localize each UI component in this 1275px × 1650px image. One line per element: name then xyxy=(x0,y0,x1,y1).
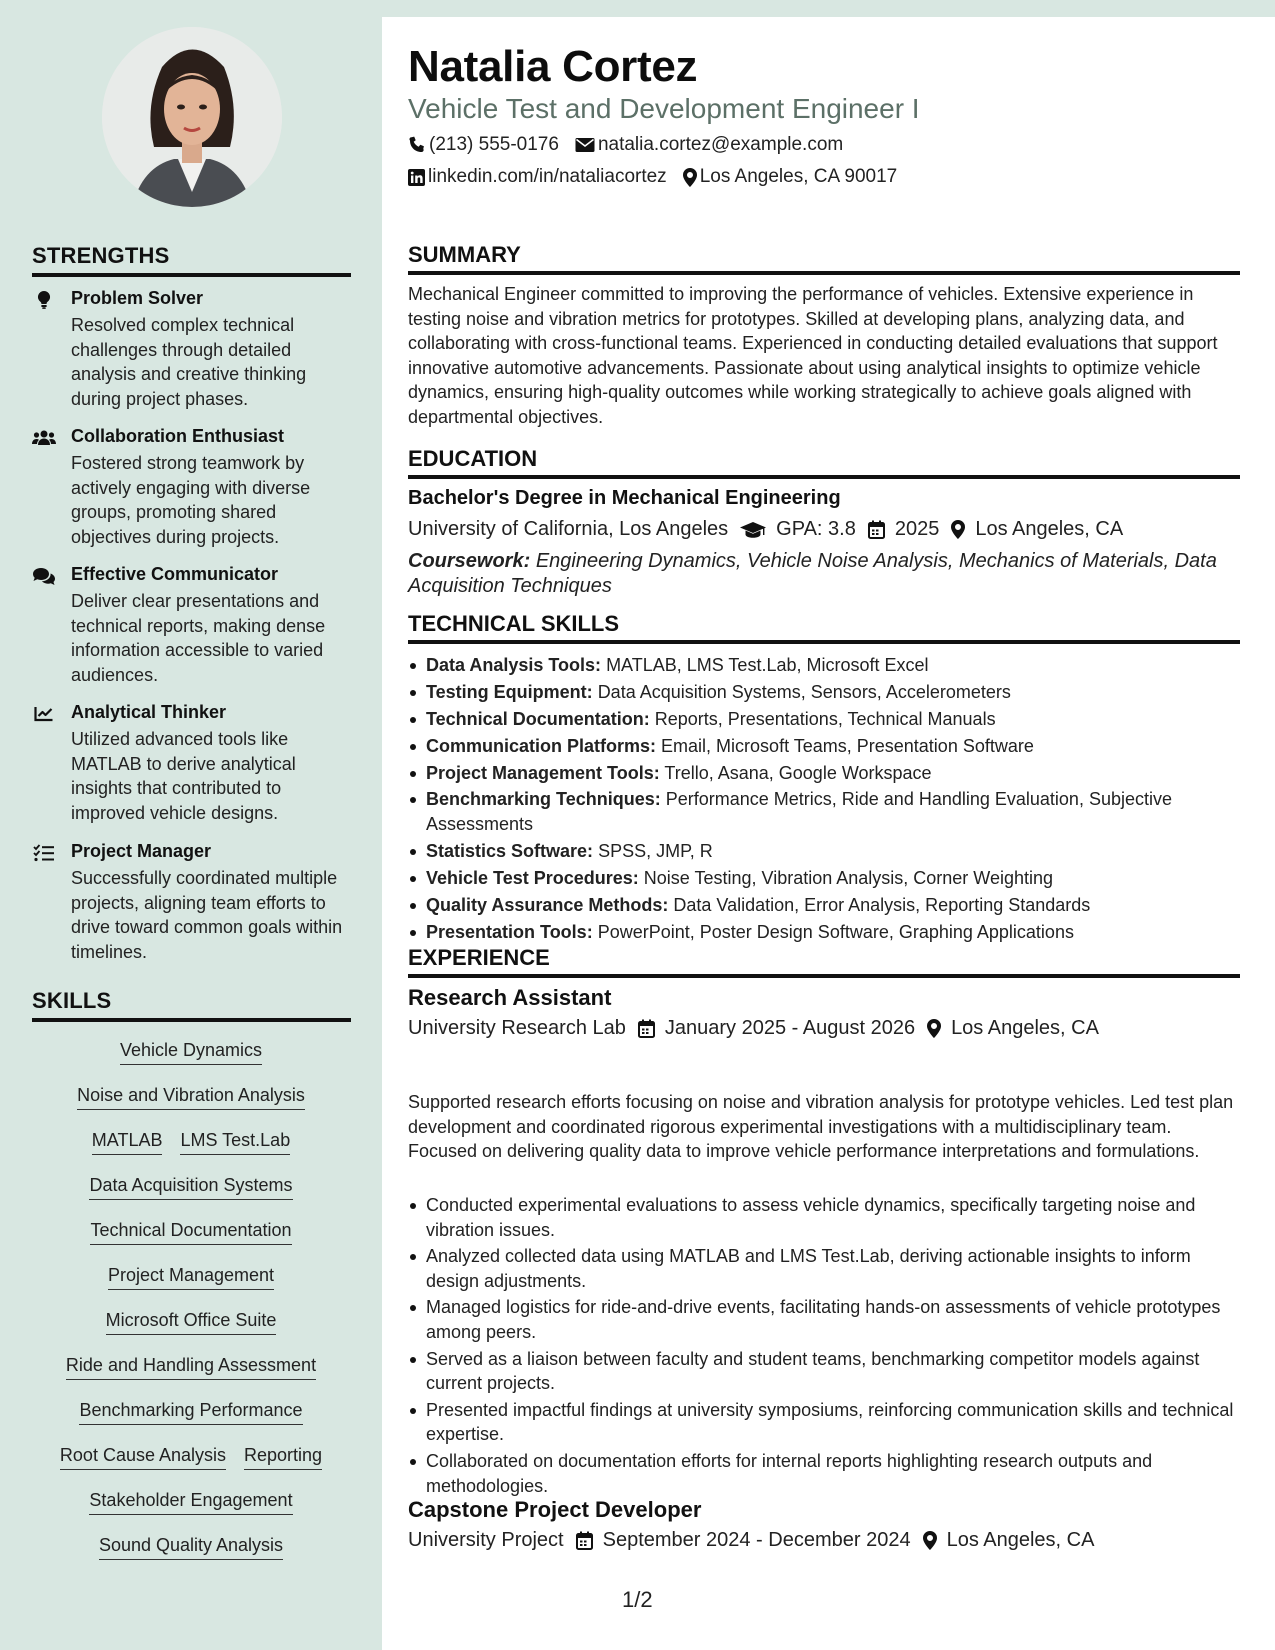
skill-chip: Benchmarking Performance xyxy=(79,1397,302,1425)
sidebar xyxy=(0,0,382,1650)
strength-title: Project Manager xyxy=(71,841,212,861)
experience-heading: EXPERIENCE xyxy=(408,945,1240,978)
list-check-icon xyxy=(32,843,56,863)
map-marker-icon xyxy=(683,168,697,187)
list-item xyxy=(408,893,1240,918)
job-meta xyxy=(408,1017,1099,1040)
skill-chip: Technical Documentation xyxy=(90,1217,291,1245)
job-role: Vehicle Test and Development Engineer I xyxy=(408,93,920,124)
list-item xyxy=(408,734,1240,759)
education-location: Los Angeles, CA xyxy=(975,518,1124,540)
strength-title: Collaboration Enthusiast xyxy=(71,426,285,446)
job-title: Research Assistant xyxy=(408,985,612,1010)
list-item xyxy=(408,707,1240,732)
gpa: GPA: 3.8 xyxy=(776,518,856,540)
list-item xyxy=(408,653,1240,678)
education-heading: EDUCATION xyxy=(408,446,1240,479)
calendar-icon xyxy=(576,1531,593,1550)
list-item xyxy=(408,839,1240,864)
skill-category: Vehicle Test Procedures: xyxy=(426,867,639,888)
skill-values: SPSS, JMP, R xyxy=(598,840,713,861)
skill-chip: Noise and Vibration Analysis xyxy=(77,1082,305,1110)
skill-chip: Project Management xyxy=(108,1262,274,1290)
calendar-icon xyxy=(638,1019,655,1038)
chart-line-icon xyxy=(32,704,56,724)
skills-heading: SKILLS xyxy=(32,988,351,1022)
job-bullets xyxy=(408,1193,1240,1500)
strength-description: Deliver clear presentations and technical reports, making dense information accessible to varied audiences. xyxy=(71,591,326,685)
location: Los Angeles, CA 90017 xyxy=(699,166,898,187)
job-dates: September 2024 - December 2024 xyxy=(602,1529,911,1551)
skill-values: Performance Metrics, Ride and Handling Evaluation, Subjective Assessments xyxy=(426,789,1172,835)
skill-values: PowerPoint, Poster Design Software, Graphing Applications xyxy=(597,921,1074,942)
skill-values: MATLAB, LMS Test.Lab, Microsoft Excel xyxy=(606,655,929,675)
skill-category: Testing Equipment: xyxy=(426,681,593,702)
strength-description: Fostered strong teamwork by actively engaging with diverse groups, promoting shared objectives during projects. xyxy=(71,453,311,547)
coursework-label: Coursework: xyxy=(408,550,531,572)
job-organization: University Research Lab xyxy=(408,1017,626,1039)
strength-title: Problem Solver xyxy=(71,288,204,308)
summary-text: Mechanical Engineer committed to improving the performance of vehicles. Extensive experience in testing noise and vibration metrics for prototypes. Skilled at developing plans, analyzing data, and collaborating with cross-functional teams. Experienced in conducting detailed evaluations that support innovative automotive advancements. Passionate about using analytical insights to optimize vehicle dynamics, ensuring high-quality outcomes while working strategically to achieve goals aligned with departmental objectives. xyxy=(408,284,1218,427)
skill-chip: Data Acquisition Systems xyxy=(89,1172,292,1200)
job-summary: Supported research efforts focusing on noise and vibration analysis for prototype vehicles. Led test plan development and coordinated rigorous experimental investigations with a multidisciplinary team. Focused on delivering quality data to improve vehicle performance interpretations and formulations. xyxy=(408,1092,1234,1162)
skill-chip: Root Cause Analysis xyxy=(60,1442,226,1470)
email-link[interactable]: natalia.cortez@example.com xyxy=(597,134,844,155)
list-item xyxy=(408,866,1240,891)
skill-category: Data Analysis Tools: xyxy=(426,655,602,675)
linkedin-link[interactable]: linkedin.com/in/nataliacortez xyxy=(428,166,667,187)
coursework-text: Engineering Dynamics, Vehicle Noise Analysis, Mechanics of Materials, Data Acquisition Techniques xyxy=(408,550,1217,597)
job-location: Los Angeles, CA xyxy=(946,1529,1095,1551)
education-meta xyxy=(408,518,1123,541)
skill-category: Project Management Tools: xyxy=(426,762,660,783)
linkedin-icon xyxy=(408,169,425,186)
list-item: Managed logistics for ride-and-drive events, facilitating hands-on assessments of vehicle prototypes among peers. xyxy=(408,1295,1240,1344)
profile-photo xyxy=(102,27,282,207)
skill-chip: MATLAB xyxy=(92,1127,163,1155)
coursework xyxy=(408,549,1240,599)
job-location: Los Angeles, CA xyxy=(951,1017,1099,1039)
list-item: Analyzed collected data using MATLAB and LMS Test.Lab, deriving actionable insights to inform design adjustments. xyxy=(408,1244,1240,1293)
technical-skills-heading: TECHNICAL SKILLS xyxy=(408,611,1240,644)
strength-description: Utilized advanced tools like MATLAB to derive analytical insights that contributed to improved vehicle designs. xyxy=(71,729,296,823)
list-item: Collaborated on documentation efforts for internal reports highlighting research outputs and methodologies. xyxy=(408,1449,1240,1498)
main-content xyxy=(382,17,1275,1650)
skill-values: Data Acquisition Systems, Sensors, Accelerometers xyxy=(597,681,1011,702)
job-meta xyxy=(408,1529,1094,1552)
map-marker-icon xyxy=(951,520,965,539)
skill-values: Reports, Presentations, Technical Manuals xyxy=(654,708,996,729)
skill-values: Trello, Asana, Google Workspace xyxy=(664,762,932,783)
skill-chip: Microsoft Office Suite xyxy=(106,1307,277,1335)
map-marker-icon xyxy=(927,1019,941,1038)
phone-number[interactable]: (213) 555-0176 xyxy=(429,134,559,155)
list-item xyxy=(408,787,1240,836)
map-marker-icon xyxy=(923,1531,937,1550)
skill-values: Data Validation, Error Analysis, Reporting Standards xyxy=(673,894,1091,915)
job-organization: University Project xyxy=(408,1529,564,1551)
school-name: University of California, Los Angeles xyxy=(408,518,729,540)
contact-line xyxy=(408,166,897,188)
job-dates: January 2025 - August 2026 xyxy=(664,1017,916,1039)
summary-heading: SUMMARY xyxy=(408,242,1240,275)
skill-category: Quality Assurance Methods: xyxy=(426,894,669,915)
skill-chip: LMS Test.Lab xyxy=(180,1127,290,1155)
strength-description: Resolved complex technical challenges through detailed analysis and creative thinking during project phases. xyxy=(71,315,307,409)
skill-category: Presentation Tools: xyxy=(426,921,593,942)
list-item: Served as a liaison between faculty and student teams, benchmarking competitor models against current projects. xyxy=(408,1347,1240,1396)
skill-chip: Reporting xyxy=(244,1442,322,1470)
envelope-icon xyxy=(575,137,595,153)
job-title: Capstone Project Developer xyxy=(408,1497,702,1522)
skill-chip: Stakeholder Engagement xyxy=(89,1487,292,1515)
strengths-heading: STRENGTHS xyxy=(32,243,351,277)
skills-list xyxy=(32,1037,350,1577)
list-item: Presented impactful findings at university symposiums, reinforcing communication skills and technical expertise. xyxy=(408,1398,1240,1447)
comments-icon xyxy=(32,566,56,586)
skill-values: Email, Microsoft Teams, Presentation Software xyxy=(661,735,1034,756)
contact-line xyxy=(408,134,843,156)
skill-chip: Sound Quality Analysis xyxy=(99,1532,283,1560)
skill-category: Benchmarking Techniques: xyxy=(426,789,661,810)
skill-category: Communication Platforms: xyxy=(426,735,657,756)
degree-title: Bachelor's Degree in Mechanical Engineering xyxy=(408,487,841,509)
phone-icon xyxy=(408,136,426,154)
strength-title: Analytical Thinker xyxy=(71,702,227,722)
list-item xyxy=(408,761,1240,786)
list-item xyxy=(408,680,1240,705)
strength-description: Successfully coordinated multiple projects, aligning team efforts to drive toward common goals within timelines. xyxy=(71,868,343,962)
skill-category: Technical Documentation: xyxy=(426,708,650,729)
skill-category: Statistics Software: xyxy=(426,840,594,861)
skill-chip: Ride and Handling Assessment xyxy=(66,1352,316,1380)
strength-title: Effective Communicator xyxy=(71,564,279,584)
calendar-icon xyxy=(868,520,885,539)
candidate-name: Natalia Cortez xyxy=(408,42,698,91)
graduation-cap-icon xyxy=(740,521,766,539)
graduation-year: 2025 xyxy=(894,518,940,540)
skill-values: Noise Testing, Vibration Analysis, Corner Weighting xyxy=(643,867,1053,888)
page-number: 1/2 xyxy=(622,1587,653,1612)
skill-chip: Vehicle Dynamics xyxy=(120,1037,262,1065)
lightbulb-icon xyxy=(32,290,56,310)
list-item: Conducted experimental evaluations to assess vehicle dynamics, specifically targeting noise and vibration issues. xyxy=(408,1193,1240,1242)
technical-skills-list xyxy=(408,653,1240,947)
users-icon xyxy=(32,428,56,448)
list-item xyxy=(408,920,1240,945)
